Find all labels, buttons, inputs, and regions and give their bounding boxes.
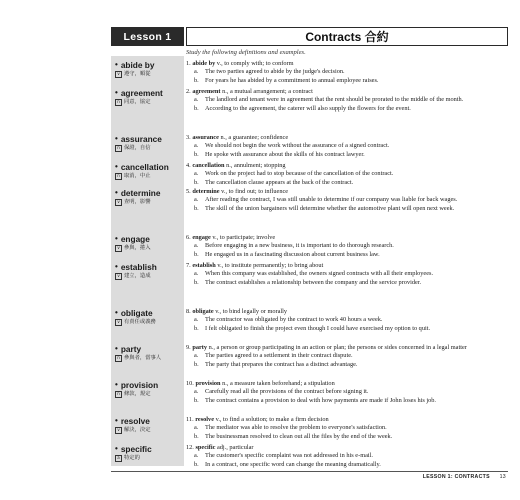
headword: determine [192, 188, 220, 195]
example-sentence [186, 196, 508, 204]
sidebar-translation [115, 172, 185, 180]
example-sentence [186, 279, 508, 287]
example-text: Carefully read all the provisions of the contract before signing it. [205, 388, 369, 396]
bullet-icon: • [115, 234, 118, 243]
headword: agreement [192, 88, 221, 95]
definition-line [186, 416, 508, 424]
example-text: For years he has abided by a commitment to annual employee raises. [205, 76, 379, 84]
sidebar-word [115, 134, 185, 152]
sidebar-word-term [115, 134, 185, 144]
sidebar-word [115, 416, 185, 434]
example-label: b. [194, 204, 199, 212]
sidebar-word-term [115, 88, 185, 98]
sidebar-word [115, 88, 185, 106]
definition-entry [186, 188, 508, 213]
example-text: The skill of the union bargainers will determine whether the automotive plant will open next week. [205, 204, 455, 212]
definition-entry [186, 134, 508, 159]
part-of-speech-badge: n [115, 391, 122, 398]
example-sentence [186, 251, 508, 259]
definition-text: n., a measure taken beforehand; a stipulation [220, 380, 335, 387]
part-of-speech-badge: v [115, 273, 122, 280]
example-text: When this company was established, the owners signed contracts with all their employees. [205, 270, 434, 278]
bullet-icon: • [115, 60, 118, 69]
example-label: b. [194, 250, 199, 258]
bullet-icon: • [115, 262, 118, 271]
sidebar-word [115, 60, 185, 78]
example-text: The landlord and tenant were in agreement that the rent should be prorated to the middle of the month. [205, 96, 464, 104]
term-text: resolve [120, 416, 150, 426]
translation-text: 解決，決定 [124, 427, 151, 433]
bullet-icon: • [115, 162, 118, 171]
term-text: obligate [120, 308, 153, 318]
example-sentence [186, 105, 508, 113]
part-of-speech-badge: v [115, 71, 122, 78]
example-text: Before engaging in a new business, it is important to do thorough research. [205, 242, 394, 250]
sidebar-word-term [115, 344, 185, 354]
example-text: He spoke with assurance about the skills of his contract lawyer. [205, 150, 365, 158]
translation-text: 取消，中止 [124, 173, 151, 179]
definition-entry [186, 234, 508, 259]
entry-number: 3. [186, 134, 191, 141]
example-label: b. [194, 460, 199, 468]
example-text: We should not begin the work without the assurance of a signed contract. [205, 142, 390, 150]
lesson-title: Contracts 合約 [186, 27, 508, 46]
example-text: After reading the contract, I was still unable to determine if our company was liable for back wages. [205, 196, 458, 204]
running-head: LESSON 1: CONTRACTS [422, 474, 490, 480]
bullet-icon: • [115, 344, 118, 353]
example-label: b. [194, 178, 199, 186]
part-of-speech-badge: n [115, 355, 122, 362]
example-text: The parties agreed to a settlement in their contract dispute. [205, 352, 353, 360]
definition-text: v., to participate; involve [210, 234, 276, 241]
entry-number: 11. [186, 416, 194, 423]
translation-text: 建立，造成 [124, 273, 151, 279]
example-text: The mediator was able to resolve the problem to everyone's satisfaction. [205, 424, 387, 432]
example-text: According to the agreement, the caterer will also supply the flowers for the event. [205, 104, 411, 112]
bullet-icon: • [115, 380, 118, 389]
example-sentence [186, 325, 508, 333]
part-of-speech-badge: n [115, 145, 122, 152]
example-sentence [186, 461, 508, 469]
example-sentence [186, 452, 508, 460]
entry-number: 12. [186, 444, 194, 451]
example-sentence [186, 316, 508, 324]
definition-text: v., to find a solution; to make a firm decision [214, 416, 329, 423]
page-footer [423, 474, 506, 480]
bullet-icon: • [115, 134, 118, 143]
headword: specific [195, 444, 216, 451]
definition-line [186, 88, 508, 96]
example-sentence [186, 77, 508, 85]
definition-text: v., to comply with; to conform [215, 60, 294, 67]
headword: provision [195, 380, 221, 387]
definition-entry [186, 262, 508, 287]
term-text: provision [120, 380, 159, 390]
term-text: abide by [120, 60, 155, 70]
example-sentence [186, 68, 508, 76]
sidebar-translation [115, 272, 185, 280]
headword: cancellation [192, 162, 225, 169]
definition-text: v., to institute permanently; to bring about [215, 262, 324, 269]
example-sentence [186, 424, 508, 432]
example-sentence [186, 170, 508, 178]
example-text: The two parties agreed to abide by the judge's decision. [205, 68, 345, 76]
part-of-speech-badge: v [115, 245, 122, 252]
sidebar-translation [115, 144, 185, 152]
bullet-icon: • [115, 88, 118, 97]
sidebar-translation [115, 70, 185, 78]
sidebar-translation [115, 390, 185, 398]
example-label: b. [194, 396, 199, 404]
example-sentence [186, 242, 508, 250]
sidebar-word-term [115, 380, 185, 390]
example-sentence [186, 205, 508, 213]
translation-text: 參與者，當事人 [124, 355, 162, 361]
sidebar-word-term [115, 188, 185, 198]
example-sentence [186, 388, 508, 396]
term-text: cancellation [120, 162, 169, 172]
example-label: a. [194, 96, 199, 104]
example-text: Work on the project had to stop because of the cancellation of the contract. [205, 170, 394, 178]
term-text: specific [120, 444, 152, 454]
part-of-speech-badge: v [115, 427, 122, 434]
sidebar-word-term [115, 444, 185, 454]
example-label: b. [194, 150, 199, 158]
sidebar-word-term [115, 60, 185, 70]
entry-number: 5. [186, 188, 191, 195]
entry-number: 7. [186, 262, 191, 269]
headword: establish [192, 262, 216, 269]
example-label: b. [194, 324, 199, 332]
part-of-speech-badge: v [115, 319, 122, 326]
example-label: b. [194, 104, 199, 112]
sidebar-translation [115, 354, 185, 362]
example-label: a. [194, 316, 199, 324]
lesson-header [111, 27, 508, 46]
example-text: The party that prepares the contract has a distinct advantage. [205, 360, 358, 368]
example-label: a. [194, 68, 199, 76]
entry-number: 4. [186, 162, 191, 169]
example-sentence [186, 352, 508, 360]
bullet-icon: • [115, 444, 118, 453]
example-sentence [186, 361, 508, 369]
definition-line [186, 444, 508, 452]
example-text: The businessman resolved to clean out all the files by the end of the week. [205, 432, 393, 440]
definition-entry [186, 344, 508, 369]
example-label: a. [194, 352, 199, 360]
example-label: b. [194, 360, 199, 368]
sidebar-translation [115, 244, 185, 252]
sidebar-word [115, 344, 185, 362]
entry-number: 1. [186, 60, 191, 67]
part-of-speech-badge: n [115, 99, 122, 106]
sidebar-word [115, 234, 185, 252]
example-text: I felt obligated to finish the project even though I could have exercised my option to quit. [205, 324, 431, 332]
definition-line [186, 308, 508, 316]
term-text: determine [120, 188, 161, 198]
definition-text: n., a mutual arrangement; a contract [220, 88, 313, 95]
translation-text: 條款，規定 [124, 391, 151, 397]
example-sentence [186, 151, 508, 159]
sidebar-word-term [115, 416, 185, 426]
example-label: b. [194, 278, 199, 286]
entry-number: 10. [186, 380, 194, 387]
definition-text: v., to bind legally or morally [213, 308, 288, 315]
headword: resolve [195, 416, 214, 423]
definition-text: adj., particular [215, 444, 254, 451]
footer-rule [111, 471, 508, 472]
example-label: a. [194, 388, 199, 396]
definition-entry [186, 308, 508, 333]
translation-text: 有責任或義務 [124, 319, 156, 325]
definition-entry [186, 444, 508, 469]
translation-text: 查明，影響 [124, 199, 151, 205]
headword: assurance [192, 134, 219, 141]
example-label: a. [194, 270, 199, 278]
definition-line [186, 380, 508, 388]
sidebar-word-term [115, 308, 185, 318]
definition-line [186, 134, 508, 142]
translation-text: 同意，協定 [124, 99, 151, 105]
part-of-speech-badge: v [115, 199, 122, 206]
example-text: In a contract, one specific word can change the meaning dramatically. [205, 460, 381, 468]
definition-entry [186, 60, 508, 85]
definition-entry [186, 162, 508, 187]
page-number: 13 [499, 474, 506, 480]
entry-number: 8. [186, 308, 191, 315]
lesson-label: Lesson 1 [111, 27, 184, 46]
entry-number: 6. [186, 234, 191, 241]
example-text: The customer's specific complaint was not addressed in his e-mail. [205, 452, 373, 460]
sidebar-word-term [115, 162, 185, 172]
sidebar-translation [115, 426, 185, 434]
example-label: a. [194, 424, 199, 432]
example-label: a. [194, 142, 199, 150]
sidebar-word-term [115, 234, 185, 244]
example-text: The contract contains a provision to deal with how payments are made if John loses his job. [205, 396, 437, 404]
example-label: b. [194, 432, 199, 440]
sidebar-word [115, 162, 185, 180]
instructions: Study the following definitions and examples. [186, 49, 306, 56]
sidebar-word [115, 188, 185, 206]
definition-text: n., a person or group participating in an action or plan; the persons or sides concerned in a legal matter [207, 344, 467, 351]
sidebar-word [115, 380, 185, 398]
example-sentence [186, 397, 508, 405]
definition-text: n., a guarantee; confidence [218, 134, 289, 141]
example-sentence [186, 142, 508, 150]
bullet-icon: • [115, 188, 118, 197]
example-label: b. [194, 76, 199, 84]
example-label: a. [194, 196, 199, 204]
definition-line [186, 188, 508, 196]
example-sentence [186, 179, 508, 187]
sidebar-translation [115, 198, 185, 206]
example-text: He engaged us in a fascinating discussion about current business law. [205, 250, 380, 258]
translation-text: 參與，捲入 [124, 245, 151, 251]
term-text: engage [120, 234, 150, 244]
definition-line [186, 262, 508, 270]
entry-number: 2. [186, 88, 191, 95]
term-text: party [120, 344, 142, 354]
definition-line [186, 60, 508, 68]
translation-text: 特定的 [124, 455, 140, 461]
definition-entry [186, 416, 508, 441]
headword: obligate [192, 308, 214, 315]
sidebar-word [115, 444, 185, 462]
example-text: The cancellation clause appears at the back of the contract. [205, 178, 354, 186]
headword: abide by [192, 60, 216, 67]
part-of-speech-badge: a [115, 455, 122, 462]
sidebar-word [115, 262, 185, 280]
sidebar-word-term [115, 262, 185, 272]
headword: party [192, 344, 208, 351]
term-text: assurance [120, 134, 162, 144]
sidebar-translation [115, 98, 185, 106]
example-sentence [186, 270, 508, 278]
term-text: agreement [120, 88, 163, 98]
example-sentence [186, 96, 508, 104]
vocabulary-sidebar [111, 56, 184, 466]
definition-line [186, 234, 508, 242]
example-label: a. [194, 170, 199, 178]
bullet-icon: • [115, 308, 118, 317]
bullet-icon: • [115, 416, 118, 425]
definition-entry [186, 380, 508, 405]
translation-text: 遵守，順從 [124, 71, 151, 77]
example-text: The contract establishes a relationship between the company and the service provider. [205, 278, 422, 286]
sidebar-translation [115, 318, 185, 326]
entry-number: 9. [186, 344, 191, 351]
headword: engage [192, 234, 211, 241]
definition-text: v., to find out; to influence [219, 188, 289, 195]
example-label: a. [194, 452, 199, 460]
term-text: establish [120, 262, 157, 272]
example-text: The contractor was obligated by the contract to work 40 hours a week. [205, 316, 383, 324]
example-sentence [186, 433, 508, 441]
sidebar-translation [115, 454, 185, 462]
definition-entry [186, 88, 508, 113]
example-label: a. [194, 242, 199, 250]
definition-line [186, 162, 508, 170]
definition-text: n., annulment; stopping [224, 162, 286, 169]
translation-text: 保證，自信 [124, 145, 151, 151]
part-of-speech-badge: n [115, 173, 122, 180]
sidebar-word [115, 308, 185, 326]
definition-line [186, 344, 508, 352]
